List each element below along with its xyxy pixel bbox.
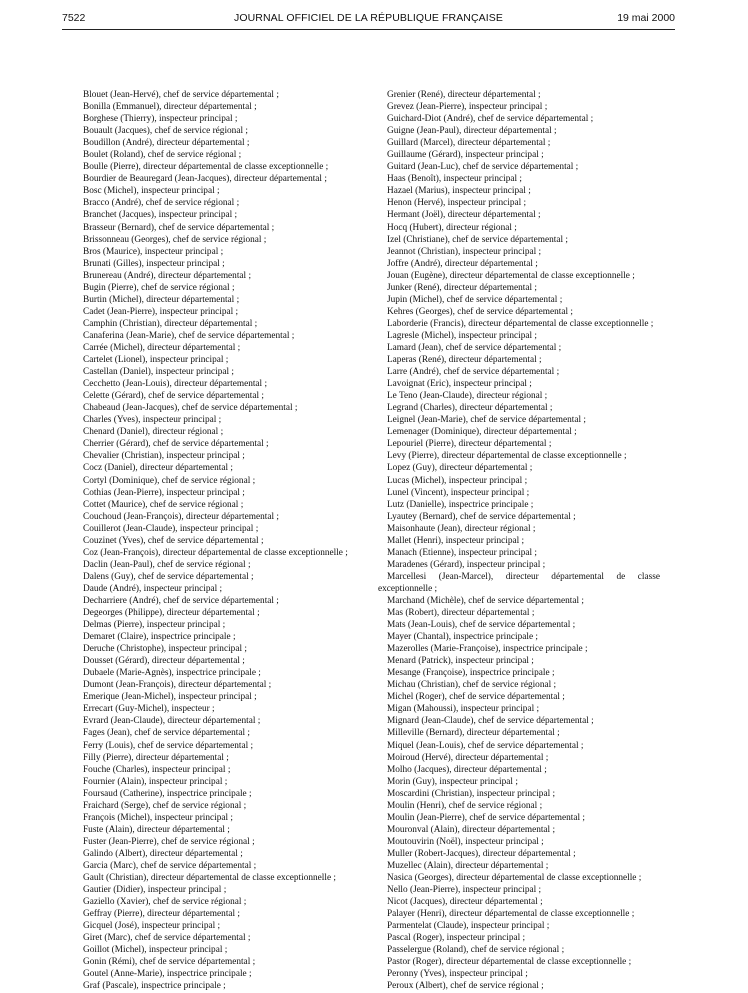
list-item: Jupin (Michel), chef de service départemental ; (387, 294, 563, 305)
list-item: Marcellesi (Jean-Marcel), directeur départemental de classe exceptionnelle ; (378, 571, 660, 594)
list-item: Moulin (Jean-Pierre), chef de service départemental ; (387, 812, 585, 823)
list-item: Legrand (Charles), directeur départemental ; (387, 403, 553, 414)
list-item: Delmas (Pierre), inspecteur principal ; (83, 620, 226, 631)
list-item: Izel (Christiane), chef de service départemental ; (387, 234, 568, 245)
list-item: Celette (Gérard), chef de service départemental ; (83, 391, 264, 402)
list-item: Cartelet (Lionel), inspecteur principal ; (83, 355, 229, 366)
list-item: Moutouvirin (Noël), inspecteur principal ; (387, 836, 544, 847)
list-item: Dumont (Jean-François), directeur départemental ; (83, 680, 272, 691)
list-item: Jeannot (Christian), inspecteur principal ; (387, 246, 542, 257)
list-item: Giret (Marc), chef de service départemental ; (83, 933, 251, 944)
list-item: Cottet (Maurice), chef de service régional ; (83, 499, 244, 510)
list-item: Gautier (Didier), inspecteur principal ; (83, 885, 227, 896)
list-item: François (Michel), inspecteur principal ; (83, 812, 233, 823)
list-item: Peronny (Yves), inspecteur principal ; (387, 969, 528, 980)
list-item: Cothias (Jean-Pierre), inspecteur principal ; (83, 487, 245, 498)
list-item: Mallet (Henri), inspecteur principal ; (387, 535, 525, 546)
list-item: Geffray (Pierre), directeur départemental ; (83, 909, 241, 920)
list-item: Manach (Etienne), inspecteur principal ; (387, 547, 537, 558)
list-item: Muzellec (Alain), directeur départemental ; (387, 861, 549, 871)
list-item: Migan (Mahoussi), inspecteur principal ; (387, 704, 540, 715)
list-item: Lutz (Danielle), inspectrice principale ; (387, 499, 534, 510)
list-item: Canaferina (Jean-Marie), chef de service départemental ; (83, 330, 295, 341)
list-item: Dalens (Guy), chef de service départemental ; (83, 571, 254, 582)
list-item: Boulet (Roland), chef de service régional ; (83, 150, 242, 161)
list-item: Larre (André), chef de service départemental ; (387, 367, 560, 378)
list-item: Junker (René), directeur départemental ; (387, 282, 537, 293)
list-item: Bosc (Michel), inspecteur principal ; (83, 186, 220, 197)
list-item: Burtin (Michel), directeur départemental ; (83, 294, 240, 305)
list-item: Mignard (Jean-Claude), chef de service départemental ; (387, 716, 594, 727)
list-item: Castellan (Daniel), inspecteur principal ; (83, 367, 235, 378)
list-item: Guichard-Diot (André), chef de service départemental ; (387, 114, 594, 125)
list-item: Kehres (Georges), chef de service départemental ; (387, 306, 573, 317)
list-item: Couchoud (Jean-François), directeur départemental ; (83, 511, 279, 522)
list-item: Pascal (Roger), inspecteur principal ; (387, 933, 526, 944)
list-item: Cecchetto (Jean-Louis), directeur départemental ; (83, 379, 268, 390)
list-item: Henon (Hervé), inspecteur principal ; (387, 198, 527, 209)
list-item: Gault (Christian), directeur départemental de classe exceptionnelle ; (83, 873, 336, 884)
list-item: Goillot (Michel), inspecteur principal ; (83, 945, 228, 956)
list-item: Hazael (Marius), inspecteur principal ; (387, 186, 531, 197)
list-item: Brunati (Gilles), inspecteur principal ; (83, 258, 225, 269)
list-item: Milleville (Bernard), directeur départemental ; (387, 728, 560, 739)
list-item: Fuster (Jean-Pierre), chef de service régional ; (83, 836, 255, 847)
list-item: Chenard (Daniel), directeur régional ; (83, 427, 224, 438)
list-item: Couillerot (Jean-Claude), inspecteur principal ; (83, 523, 259, 534)
list-item: Gonin (Rémi), chef de service départemental ; (83, 957, 256, 968)
list-item: Mesange (Françoise), inspectrice principale ; (387, 668, 555, 679)
list-item: Fraichard (Serge), chef de service régional ; (83, 800, 247, 811)
list-item: Guillard (Marcel), directeur départemental ; (387, 138, 551, 149)
list-item: Haas (Benoît), inspecteur principal ; (387, 174, 523, 185)
list-item: Lopez (Guy), directeur départemental ; (387, 463, 533, 474)
list-item: Mazerolles (Marie-Françoise), inspectrice principale ; (387, 644, 588, 655)
list-item: Evrard (Jean-Claude), directeur départemental ; (83, 716, 261, 727)
list-item: Lyautey (Bernard), chef de service départemental ; (387, 511, 576, 522)
list-item: Brissonneau (Georges), chef de service régional ; (83, 234, 267, 245)
list-item: Bugin (Pierre), chef de service régional ; (83, 282, 235, 293)
list-item: Miquel (Jean-Louis), chef de service départemental ; (387, 740, 584, 751)
list-item: Pastor (Roger), directeur départemental de classe exceptionnelle ; (387, 957, 632, 968)
list-item: Grevez (Jean-Pierre), inspecteur principal ; (387, 102, 548, 113)
list-item: Boulle (Pierre), directeur départemental de classe exceptionnelle ; (83, 162, 329, 173)
list-item: Charles (Yves), inspecteur principal ; (83, 415, 222, 426)
list-item: Mas (Robert), directeur départemental ; (387, 608, 535, 619)
list-item: Cortyl (Dominique), chef de service régional ; (83, 475, 256, 486)
list-item: Laperas (René), directeur départemental ; (387, 355, 542, 366)
header-rule (62, 29, 675, 30)
list-item: Demaret (Claire), inspectrice principale ; (83, 632, 236, 643)
list-item: Dousset (Gérard), directeur départemental ; (83, 656, 245, 667)
list-item: Lucas (Michel), inspecteur principal ; (387, 475, 528, 486)
list-item: Morin (Guy), inspecteur principal ; (387, 776, 518, 787)
list-item: Bonilla (Emmanuel), directeur départemental ; (83, 102, 257, 113)
page-number: 7522 (62, 12, 86, 24)
list-item: Bracco (André), chef de service régional ; (83, 198, 240, 209)
list-item: Cocz (Daniel), directeur départemental ; (83, 463, 233, 474)
list-item: Nasica (Georges), directeur départemental de classe exceptionnelle ; (387, 873, 642, 884)
list-item: Brunereau (André), directeur départemental ; (83, 270, 252, 281)
list-item: Guitard (Jean-Luc), chef de service départemental ; (387, 162, 579, 173)
list-item: Couzinet (Yves), chef de service départemental ; (83, 535, 264, 546)
list-item: Palayer (Henri), directeur départemental de classe exceptionnelle ; (387, 909, 635, 920)
list-item: Gicquel (José), inspecteur principal ; (83, 921, 221, 932)
list-item: Gaziello (Xavier), chef de service régional ; (83, 897, 247, 908)
list-item: Moiroud (Hervé), directeur départemental ; (387, 752, 549, 763)
list-item: Leignel (Jean-Marie), chef de service départemental ; (387, 415, 587, 426)
list-item: Garcia (Marc), chef de service départemental ; (83, 861, 257, 871)
list-item: Fournier (Alain), inspecteur principal ; (83, 776, 228, 787)
list-item: Lunel (Vincent), inspecteur principal ; (387, 487, 530, 498)
list-item: Jouan (Eugène), directeur départemental de classe exceptionnelle ; (387, 270, 635, 281)
journal-title: JOURNAL OFFICIEL DE LA RÉPUBLIQUE FRANÇAISE (234, 12, 503, 24)
list-item: Bourdier de Beauregard (Jean-Jacques), directeur départemental ; (83, 174, 327, 185)
list-item: Foursaud (Catherine), inspectrice principale ; (83, 788, 252, 799)
list-item: Bros (Maurice), inspecteur principal ; (83, 246, 224, 257)
list-item: Lagresle (Michel), inspecteur principal ; (387, 330, 537, 341)
list-item: Michau (Christian), chef de service régional ; (387, 680, 557, 691)
list-item: Menard (Patrick), inspecteur principal ; (387, 656, 534, 667)
list-item: Galindo (Albert), directeur départemental ; (83, 848, 243, 859)
list-item: Errecart (Guy-Michel), inspecteur ; (83, 704, 215, 715)
list-item: Daude (André), inspecteur principal ; (83, 583, 223, 594)
list-item: Marchand (Michèle), chef de service départemental ; (387, 595, 584, 606)
list-item: Laborderie (Francis), directeur départemental de classe exceptionnelle ; (387, 318, 654, 329)
list-item: Chabeaud (Jean-Jacques), chef de service départemental ; (83, 403, 298, 414)
list-item: Hermant (Joël), directeur départemental ; (387, 210, 541, 221)
list-item: Borghese (Thierry), inspecteur principal ; (83, 114, 238, 125)
list-item: Peroux (Albert), chef de service régional ; (387, 981, 544, 992)
issue-date: 19 mai 2000 (617, 12, 675, 24)
list-item: Grenier (René), directeur départemental ; (387, 90, 541, 100)
list-item: Michel (Roger), chef de service départemental ; (387, 692, 565, 703)
list-item: Graf (Pascale), inspectrice principale ; (83, 981, 226, 992)
list-item: Carrée (Michel), directeur départemental ; (83, 342, 241, 353)
list-item: Nicot (Jacques), directeur départemental ; (387, 897, 543, 908)
page-header (62, 12, 675, 28)
list-item: Coz (Jean-François), directeur départemental de classe exceptionnelle ; (83, 547, 348, 558)
right-column (378, 89, 660, 993)
list-item: Daclin (Jean-Paul), chef de service régional ; (83, 559, 251, 570)
list-item: Hocq (Hubert), directeur régional ; (387, 222, 517, 233)
list-item: Bouault (Jacques), chef de service régional ; (83, 126, 248, 137)
list-item: Levy (Pierre), directeur départemental de classe exceptionnelle ; (387, 451, 627, 462)
list-item: Parmentelat (Claude), inspecteur principal ; (387, 921, 550, 932)
list-item: Lavoignat (Eric), inspecteur principal ; (387, 379, 532, 390)
list-item: Boudillon (André), directeur départemental ; (83, 138, 250, 149)
list-item: Branchet (Jacques), inspecteur principal ; (83, 210, 238, 221)
list-item: Camphin (Christian), directeur départemental ; (83, 318, 258, 329)
list-item: Fages (Jean), chef de service départemental ; (83, 728, 251, 739)
list-item: Lepouriel (Pierre), directeur départemental ; (387, 439, 552, 450)
list-item: Guillaume (Gérard), inspecteur principal ; (387, 150, 544, 161)
list-item: Fouche (Charles), inspecteur principal ; (83, 764, 231, 775)
list-item: Mayer (Chantal), inspectrice principale ; (387, 632, 539, 643)
list-item: Le Teno (Jean-Claude), directeur régional ; (387, 391, 548, 402)
list-item: Decharriere (André), chef de service départemental ; (83, 595, 279, 606)
list-item: Molho (Jacques), directeur départemental ; (387, 764, 547, 775)
list-item: Passelergue (Roland), chef de service régional ; (387, 945, 565, 956)
list-item: Joffre (André), directeur départemental ; (387, 258, 538, 269)
list-item: Lemenager (Dominique), directeur départemental ; (387, 427, 577, 438)
list-item: Maradenes (Gérard), inspecteur principal ; (387, 559, 546, 570)
list-item: Dubaele (Marie-Agnès), inspectrice principale ; (83, 668, 261, 679)
list-item: Deruche (Christophe), inspecteur principal ; (83, 644, 247, 655)
list-item: Lamard (Jean), chef de service départemental ; (387, 342, 562, 353)
list-item: Muller (Robert-Jacques), directeur départemental ; (387, 848, 576, 859)
list-item: Mouronval (Alain), directeur départemental ; (387, 824, 556, 835)
left-column (74, 89, 356, 993)
list-item: Chevalier (Christian), inspecteur principal ; (83, 451, 245, 462)
list-item: Guigne (Jean-Paul), directeur départemental ; (387, 126, 557, 137)
list-item: Maisonhaute (Jean), directeur régional ; (387, 523, 536, 534)
list-item: Degeorges (Philippe), directeur départemental ; (83, 608, 260, 619)
list-item: Moscardini (Christian), inspecteur principal ; (387, 788, 556, 799)
list-item: Moulin (Henri), chef de service régional ; (387, 800, 543, 811)
list-item: Brasseur (Bernard), chef de service départemental ; (83, 222, 275, 233)
list-item: Cadet (Jean-Pierre), inspecteur principal ; (83, 306, 239, 317)
list-item: Fuste (Alain), directeur départemental ; (83, 824, 230, 835)
list-item: Goutel (Anne-Marie), inspectrice principale ; (83, 969, 252, 980)
list-item: Mats (Jean-Louis), chef de service départemental ; (387, 620, 576, 631)
list-item: Cherrier (Gérard), chef de service départemental ; (83, 439, 269, 450)
list-item: Nello (Jean-Pierre), inspecteur principal ; (387, 885, 542, 896)
list-item: Blouet (Jean-Hervé), chef de service départemental ; (83, 90, 279, 100)
list-item: Filly (Pierre), directeur départemental ; (83, 752, 229, 763)
list-item: Emerique (Jean-Michel), inspecteur principal ; (83, 692, 257, 703)
list-item: Ferry (Louis), chef de service départemental ; (83, 740, 254, 751)
